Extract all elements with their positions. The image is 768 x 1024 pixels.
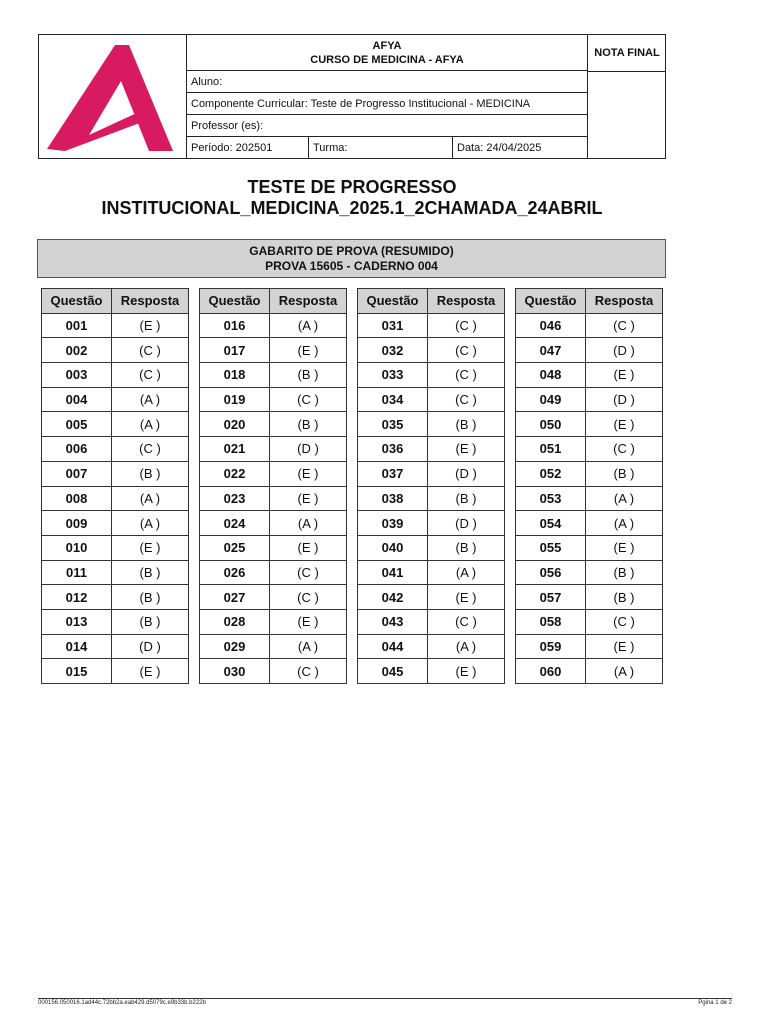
resposta-header: Resposta xyxy=(428,289,505,314)
answer-value: (D ) xyxy=(112,634,189,659)
answer-value: (C ) xyxy=(270,560,347,585)
table-row xyxy=(516,387,663,412)
question-number: 014 xyxy=(42,634,112,659)
question-number: 047 xyxy=(516,338,586,363)
question-number: 045 xyxy=(358,659,428,684)
questao-header: Questão xyxy=(200,289,270,314)
answer-value: (E ) xyxy=(586,634,663,659)
logo-cell xyxy=(39,35,187,158)
table-row xyxy=(358,634,505,659)
question-number: 024 xyxy=(200,511,270,536)
answer-value: (E ) xyxy=(112,313,189,338)
answer-value: (E ) xyxy=(270,338,347,363)
data-field: Data: 24/04/2025 xyxy=(457,141,542,154)
answer-value: (E ) xyxy=(586,535,663,560)
answer-value: (A ) xyxy=(428,560,505,585)
resposta-header: Resposta xyxy=(112,289,189,314)
question-number: 011 xyxy=(42,560,112,585)
question-number: 015 xyxy=(42,659,112,684)
answer-value: (B ) xyxy=(112,585,189,610)
answer-value: (E ) xyxy=(586,363,663,388)
question-number: 034 xyxy=(358,387,428,412)
answer-value: (C ) xyxy=(586,313,663,338)
question-number: 033 xyxy=(358,363,428,388)
table-row xyxy=(200,437,347,462)
footer-code: 000156.050016.1ad44c.72bb2a.eab429.d5079c.e9b33b.b222b xyxy=(38,1000,206,1006)
answer-value: (C ) xyxy=(428,338,505,363)
question-number: 007 xyxy=(42,461,112,486)
question-number: 003 xyxy=(42,363,112,388)
question-number: 054 xyxy=(516,511,586,536)
answer-value: (A ) xyxy=(270,634,347,659)
question-number: 019 xyxy=(200,387,270,412)
answer-value: (A ) xyxy=(112,486,189,511)
table-row xyxy=(358,511,505,536)
answer-value: (A ) xyxy=(586,486,663,511)
question-number: 041 xyxy=(358,560,428,585)
table-row xyxy=(200,338,347,363)
question-number: 022 xyxy=(200,461,270,486)
question-number: 005 xyxy=(42,412,112,437)
table-row xyxy=(42,560,189,585)
question-number: 039 xyxy=(358,511,428,536)
answer-value: (C ) xyxy=(112,437,189,462)
answer-value: (D ) xyxy=(586,338,663,363)
table-row xyxy=(358,387,505,412)
question-number: 036 xyxy=(358,437,428,462)
table-row xyxy=(42,461,189,486)
answer-value: (A ) xyxy=(586,659,663,684)
answer-value: (A ) xyxy=(586,511,663,536)
table-row xyxy=(358,585,505,610)
question-number: 060 xyxy=(516,659,586,684)
answer-value: (D ) xyxy=(428,511,505,536)
answer-table-1 xyxy=(41,288,189,684)
table-row xyxy=(516,560,663,585)
table-row xyxy=(516,486,663,511)
table-row xyxy=(516,659,663,684)
question-number: 016 xyxy=(200,313,270,338)
table-row xyxy=(42,437,189,462)
answer-value: (C ) xyxy=(428,387,505,412)
table-row xyxy=(358,535,505,560)
answer-value: (D ) xyxy=(428,461,505,486)
table-row xyxy=(358,560,505,585)
question-number: 048 xyxy=(516,363,586,388)
table-row xyxy=(200,387,347,412)
table-row xyxy=(42,313,189,338)
footer-divider xyxy=(38,998,732,999)
table-row xyxy=(358,437,505,462)
answer-value: (C ) xyxy=(270,585,347,610)
exam-title-line2: INSTITUCIONAL_MEDICINA_2025.1_2CHAMADA_24ABRIL xyxy=(101,198,603,218)
answer-value: (E ) xyxy=(428,585,505,610)
answer-value: (C ) xyxy=(586,609,663,634)
answer-value: (B ) xyxy=(586,461,663,486)
answer-value: (B ) xyxy=(112,609,189,634)
table-row xyxy=(200,634,347,659)
answer-value: (E ) xyxy=(112,535,189,560)
period-row xyxy=(187,137,587,158)
question-number: 027 xyxy=(200,585,270,610)
answer-value: (C ) xyxy=(270,659,347,684)
question-number: 029 xyxy=(200,634,270,659)
table-row xyxy=(516,461,663,486)
question-number: 031 xyxy=(358,313,428,338)
table-row xyxy=(200,313,347,338)
prova-caderno: PROVA 15605 - CADERNO 004 xyxy=(265,259,438,273)
answer-value: (B ) xyxy=(586,585,663,610)
table-row xyxy=(358,659,505,684)
question-number: 012 xyxy=(42,585,112,610)
table-row xyxy=(200,363,347,388)
table-row xyxy=(42,535,189,560)
turma-field: Turma: xyxy=(309,137,453,158)
answer-value: (C ) xyxy=(112,363,189,388)
table-row xyxy=(42,486,189,511)
question-number: 035 xyxy=(358,412,428,437)
table-row xyxy=(200,461,347,486)
table-row xyxy=(358,609,505,634)
table-row xyxy=(42,338,189,363)
answer-value: (C ) xyxy=(270,387,347,412)
professor-field: Professor (es): xyxy=(187,115,587,137)
table-row xyxy=(516,511,663,536)
question-number: 056 xyxy=(516,560,586,585)
answer-value: (D ) xyxy=(586,387,663,412)
answer-value: (B ) xyxy=(428,486,505,511)
question-number: 026 xyxy=(200,560,270,585)
table-row xyxy=(200,511,347,536)
question-number: 052 xyxy=(516,461,586,486)
table-row xyxy=(516,437,663,462)
question-number: 030 xyxy=(200,659,270,684)
question-number: 050 xyxy=(516,412,586,437)
nota-final-cell xyxy=(587,35,665,158)
answer-value: (A ) xyxy=(428,634,505,659)
table-row xyxy=(200,585,347,610)
header-box xyxy=(38,34,666,159)
table-row xyxy=(42,363,189,388)
question-number: 037 xyxy=(358,461,428,486)
questao-header: Questão xyxy=(358,289,428,314)
exam-title xyxy=(38,177,666,219)
componente-field: Componente Curricular: Teste de Progresso Institucional - MEDICINA xyxy=(187,93,587,115)
question-number: 025 xyxy=(200,535,270,560)
table-row xyxy=(516,313,663,338)
answer-value: (A ) xyxy=(112,511,189,536)
resposta-header: Resposta xyxy=(586,289,663,314)
table-row xyxy=(42,609,189,634)
table-row xyxy=(358,461,505,486)
answer-value: (E ) xyxy=(428,437,505,462)
table-row xyxy=(516,338,663,363)
question-number: 040 xyxy=(358,535,428,560)
table-row xyxy=(200,659,347,684)
answer-value: (E ) xyxy=(270,486,347,511)
question-number: 057 xyxy=(516,585,586,610)
question-number: 038 xyxy=(358,486,428,511)
answer-value: (E ) xyxy=(428,659,505,684)
questao-header: Questão xyxy=(42,289,112,314)
question-number: 020 xyxy=(200,412,270,437)
question-number: 058 xyxy=(516,609,586,634)
table-row xyxy=(358,412,505,437)
course-name: CURSO DE MEDICINA - AFYA xyxy=(310,53,464,66)
questao-header: Questão xyxy=(516,289,586,314)
question-number: 043 xyxy=(358,609,428,634)
table-row xyxy=(42,412,189,437)
answer-value: (A ) xyxy=(270,313,347,338)
table-row xyxy=(358,486,505,511)
answer-value: (C ) xyxy=(428,313,505,338)
answer-value: (B ) xyxy=(270,412,347,437)
answer-value: (C ) xyxy=(428,363,505,388)
answer-table-4 xyxy=(515,288,663,684)
table-row xyxy=(516,535,663,560)
question-number: 055 xyxy=(516,535,586,560)
nota-final-label: NOTA FINAL xyxy=(588,35,666,72)
table-row xyxy=(200,560,347,585)
table-row xyxy=(200,486,347,511)
answer-value: (B ) xyxy=(428,412,505,437)
question-number: 051 xyxy=(516,437,586,462)
table-row xyxy=(200,535,347,560)
question-number: 004 xyxy=(42,387,112,412)
org-name: AFYA xyxy=(372,39,402,52)
gabarito-banner xyxy=(37,239,666,278)
resposta-header: Resposta xyxy=(270,289,347,314)
answer-table-2 xyxy=(199,288,347,684)
question-number: 028 xyxy=(200,609,270,634)
gabarito-title: GABARITO DE PROVA (RESUMIDO) xyxy=(249,244,454,258)
answer-value: (E ) xyxy=(586,412,663,437)
answer-value: (B ) xyxy=(270,363,347,388)
table-row xyxy=(42,634,189,659)
table-row xyxy=(358,338,505,363)
question-number: 018 xyxy=(200,363,270,388)
answer-value: (C ) xyxy=(112,338,189,363)
header-title xyxy=(187,35,587,71)
table-row xyxy=(42,387,189,412)
table-row xyxy=(358,363,505,388)
answer-value: (B ) xyxy=(112,461,189,486)
question-number: 032 xyxy=(358,338,428,363)
table-row xyxy=(358,313,505,338)
answer-value: (B ) xyxy=(586,560,663,585)
question-number: 023 xyxy=(200,486,270,511)
answer-value: (E ) xyxy=(270,609,347,634)
answer-value: (C ) xyxy=(428,609,505,634)
aluno-field: Aluno: xyxy=(187,71,587,93)
answer-table-3 xyxy=(357,288,505,684)
answer-value: (E ) xyxy=(270,461,347,486)
page-number: Pgina 1 de 2 xyxy=(698,1000,732,1006)
question-number: 013 xyxy=(42,609,112,634)
question-number: 010 xyxy=(42,535,112,560)
question-number: 044 xyxy=(358,634,428,659)
answer-value: (A ) xyxy=(112,412,189,437)
exam-title-line1: TESTE DE PROGRESSO xyxy=(247,177,457,197)
answer-value: (E ) xyxy=(270,535,347,560)
afya-logo-icon xyxy=(45,39,181,155)
question-number: 042 xyxy=(358,585,428,610)
question-number: 009 xyxy=(42,511,112,536)
question-number: 008 xyxy=(42,486,112,511)
question-number: 059 xyxy=(516,634,586,659)
question-number: 017 xyxy=(200,338,270,363)
answer-value: (D ) xyxy=(270,437,347,462)
table-row xyxy=(516,363,663,388)
table-row xyxy=(516,585,663,610)
answer-value: (A ) xyxy=(112,387,189,412)
table-row xyxy=(42,585,189,610)
table-row xyxy=(516,412,663,437)
table-row xyxy=(516,634,663,659)
question-number: 002 xyxy=(42,338,112,363)
answer-value: (E ) xyxy=(112,659,189,684)
question-number: 021 xyxy=(200,437,270,462)
question-number: 053 xyxy=(516,486,586,511)
answer-value: (C ) xyxy=(586,437,663,462)
table-row xyxy=(516,609,663,634)
answer-value: (A ) xyxy=(270,511,347,536)
question-number: 046 xyxy=(516,313,586,338)
question-number: 049 xyxy=(516,387,586,412)
question-number: 006 xyxy=(42,437,112,462)
periodo-field: Período: 202501 xyxy=(187,137,309,158)
answer-value: (B ) xyxy=(428,535,505,560)
table-row xyxy=(200,609,347,634)
table-row xyxy=(42,659,189,684)
header-info xyxy=(187,35,587,158)
table-row xyxy=(42,511,189,536)
table-row xyxy=(200,412,347,437)
question-number: 001 xyxy=(42,313,112,338)
answer-value: (B ) xyxy=(112,560,189,585)
